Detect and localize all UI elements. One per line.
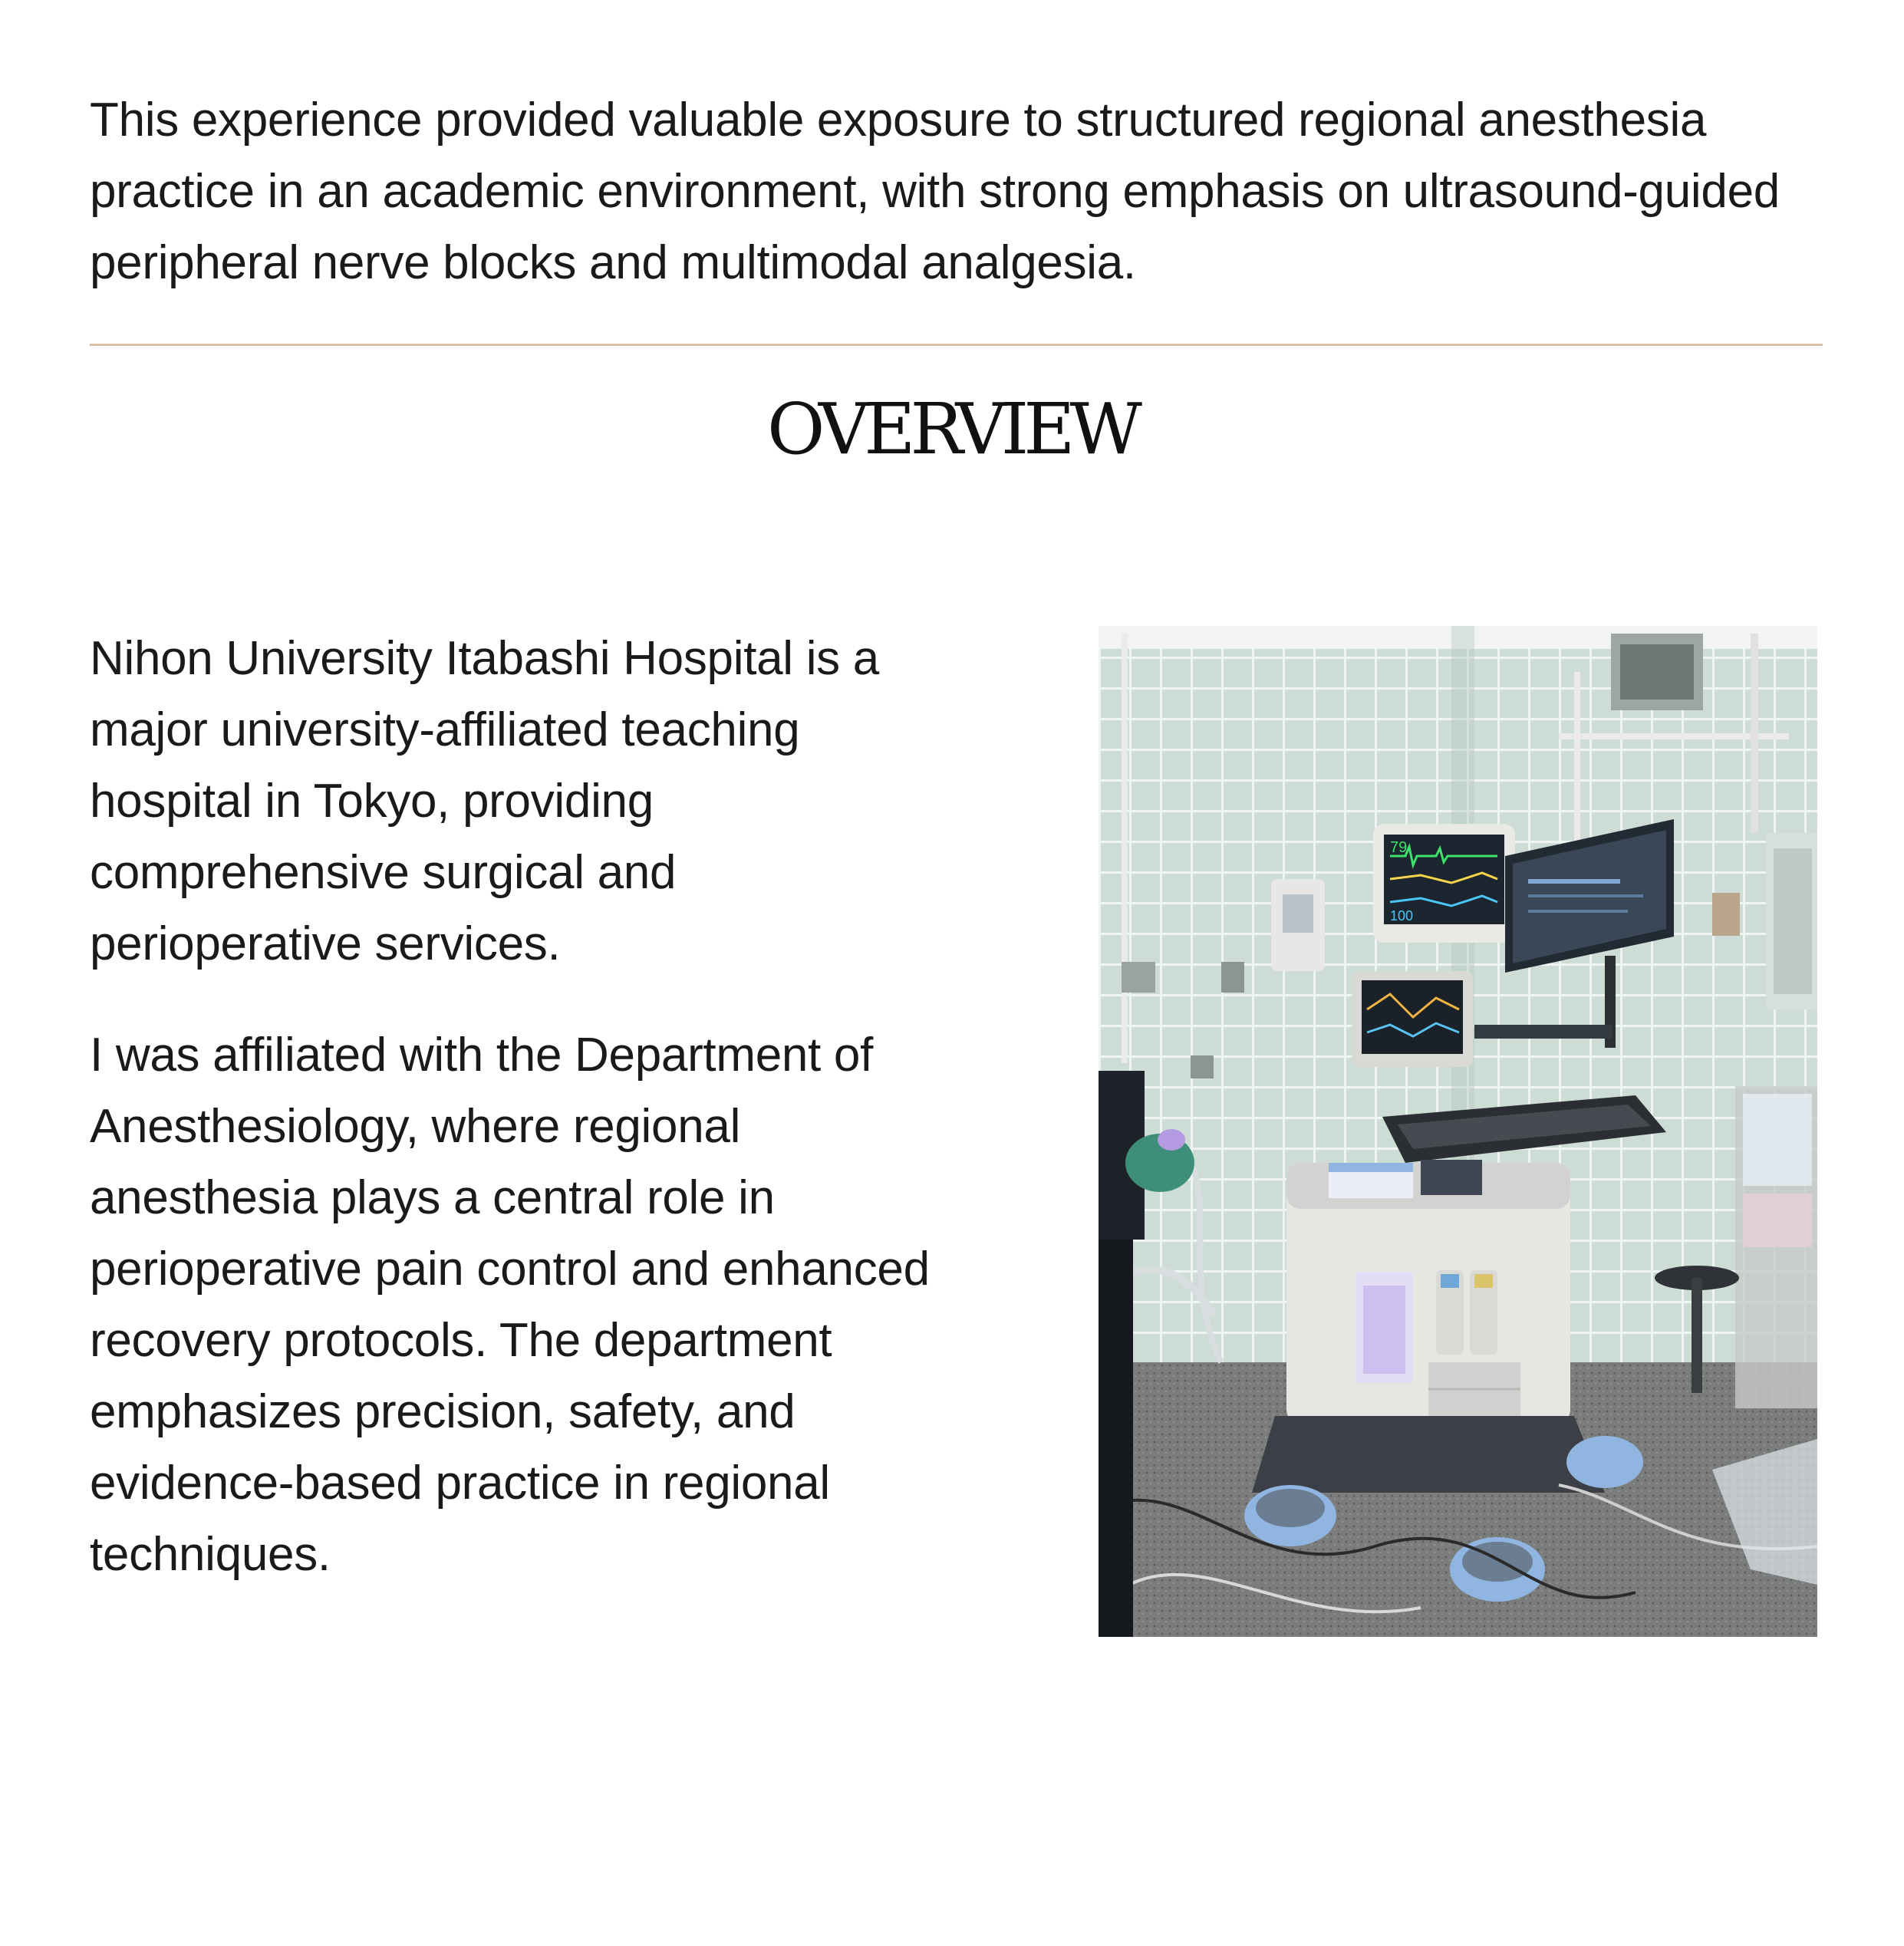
overview-text-column (90, 623, 941, 1630)
machine-base (1252, 1416, 1605, 1493)
operating-room-photo (1099, 626, 1817, 1637)
section-title: OVERVIEW (767, 388, 1137, 470)
monitor-readout-2: 100 (1390, 908, 1414, 924)
section-divider (90, 344, 1823, 346)
intro-paragraph: This experience provided valuable exposure to structured regional anesthesia practice in an academic environment, with strong emphasis on ultrasound-guided peripheral nerve blocks and multimodal analgesia. (90, 94, 1780, 289)
overview-paragraph-department: I was affiliated with the Department of Anesthesiology, where regional anesthesia plays a central role in perioperative pain control and enhanced recovery protocols. The department emphasizes precision, safety, and evidence-based practice in regional techniques. (90, 1029, 930, 1581)
monitor-readout-1: 79 (1390, 839, 1408, 856)
overview-paragraph-hospital: Nihon University Itabashi Hospital is a major university-affiliated teaching hospital in Tokyo, providing comprehensive surgical and perioperative services. (90, 632, 879, 970)
